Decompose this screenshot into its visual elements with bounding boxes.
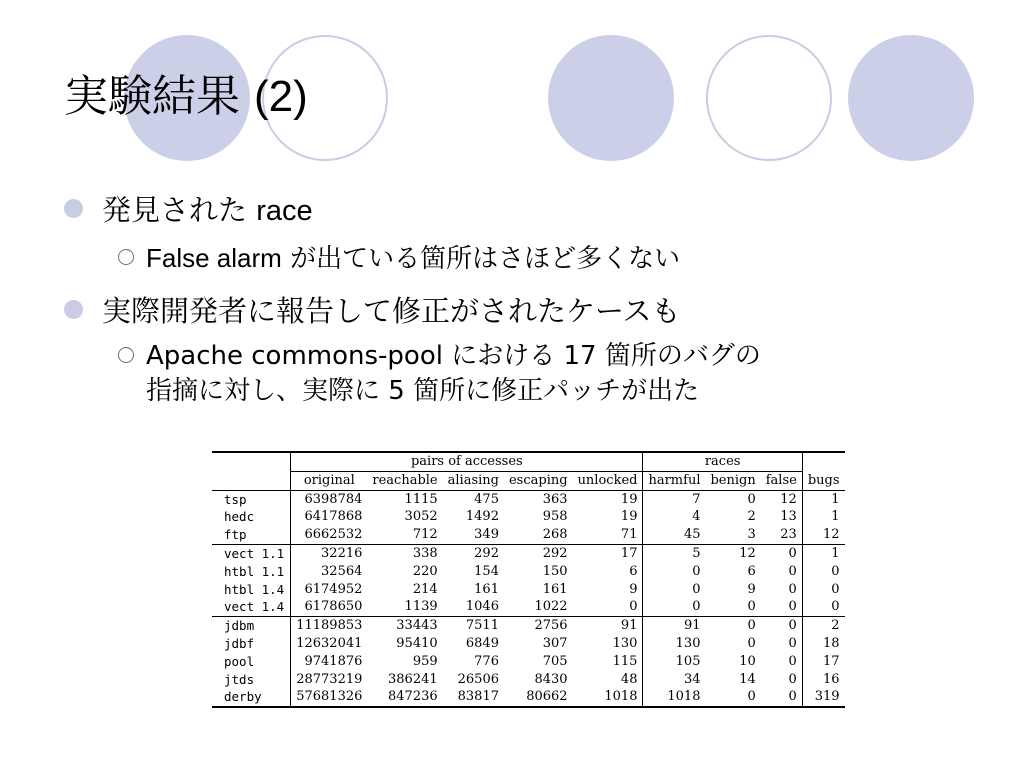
table-cell: 1018 <box>643 688 706 707</box>
table-cell: 1022 <box>534 599 568 615</box>
table-cell: 363 <box>504 490 573 508</box>
table-cell: 1 <box>831 509 840 525</box>
table-cell: 4 <box>692 509 701 525</box>
benchmark-name: ftp <box>212 526 291 544</box>
table-cell: 3 <box>747 527 756 543</box>
table-cell: 0 <box>831 599 840 615</box>
table-cell: 292 <box>504 544 573 562</box>
table-row <box>212 508 845 526</box>
table-cell: 0 <box>692 599 701 615</box>
table-row <box>212 581 845 599</box>
table-row <box>212 635 845 653</box>
results-table <box>212 451 845 708</box>
table-cell: 214 <box>412 581 438 597</box>
table-cell: 6174952 <box>304 581 363 597</box>
table-cell: 5 <box>643 544 706 562</box>
table-cell: 319 <box>802 688 844 707</box>
table-cell: 6417868 <box>304 509 363 525</box>
benchmark-name: jdbf <box>212 635 291 653</box>
benchmark-name: htbl 1.1 <box>212 563 291 581</box>
column-header-escaping: escaping <box>508 472 568 488</box>
table-cell: 28773219 <box>296 671 363 687</box>
table-cell: 23 <box>761 526 803 544</box>
table-cell: 83817 <box>443 688 504 707</box>
table-cell: 712 <box>412 527 438 543</box>
table-cell: 6 <box>573 563 643 581</box>
bullet-text: 実際開発者に報告して修正がされたケースも <box>102 294 681 328</box>
table-cell: 9741876 <box>304 653 363 669</box>
table-cell: 17 <box>822 653 840 669</box>
corner-cell <box>212 452 291 490</box>
table-cell: 6662532 <box>304 527 363 543</box>
table-cell: 17 <box>573 544 643 562</box>
table-row <box>212 563 845 581</box>
table-cell: 0 <box>692 581 701 597</box>
table-cell: 10 <box>739 653 756 669</box>
table-cell: 6178650 <box>304 599 363 615</box>
table-cell: 57681326 <box>291 688 368 707</box>
header-pairs-of-accesses: pairs of accesses <box>291 452 643 471</box>
table-row <box>212 526 845 544</box>
table-cell: 12 <box>822 527 840 543</box>
table-cell: 1 <box>802 490 844 508</box>
benchmark-name: vect 1.1 <box>212 544 291 562</box>
table-cell: 34 <box>683 671 701 687</box>
table-cell: 1046 <box>465 599 499 615</box>
column-header-original: original <box>303 472 355 488</box>
table-cell: 268 <box>542 527 568 543</box>
table-cell: 0 <box>761 617 803 635</box>
slide-title <box>64 60 308 124</box>
table-cell: 0 <box>573 598 643 616</box>
table-row <box>212 544 845 562</box>
table-cell: 91 <box>573 617 643 635</box>
benchmark-name: jdbm <box>212 617 291 635</box>
table-cell: 1139 <box>404 599 438 615</box>
benchmark-name: jtds <box>212 671 291 689</box>
table-cell: 6849 <box>465 635 499 651</box>
table-cell: 307 <box>542 635 568 651</box>
column-header-benign: benign <box>710 472 756 488</box>
subbullet-ring-icon <box>118 347 134 363</box>
table-cell: 8430 <box>534 671 568 687</box>
decor-circle-3 <box>548 35 674 161</box>
table-cell: 220 <box>412 563 438 579</box>
table-cell: 48 <box>573 671 643 689</box>
table-cell: 1 <box>802 544 844 562</box>
table-row <box>212 617 845 635</box>
benchmark-name: tsp <box>212 490 291 508</box>
table-cell: 338 <box>367 544 442 562</box>
bullet-dot-icon <box>64 300 83 319</box>
table-cell: 16 <box>822 671 840 687</box>
table-cell: 0 <box>705 688 760 707</box>
table-cell: 33443 <box>367 617 442 635</box>
table-cell: 475 <box>443 490 504 508</box>
subbullet-ring-icon <box>118 249 134 265</box>
table-cell: 12 <box>705 544 760 562</box>
table-row <box>212 598 845 616</box>
table-cell: 1018 <box>573 688 643 707</box>
table-cell: 9 <box>747 581 756 597</box>
table-cell: 7511 <box>443 617 504 635</box>
table-cell: 26506 <box>457 671 499 687</box>
table-cell: 7 <box>643 490 706 508</box>
table-cell: 2 <box>802 617 844 635</box>
table-cell: 9 <box>573 581 643 599</box>
benchmark-name: htbl 1.4 <box>212 581 291 599</box>
table-cell: 105 <box>675 653 701 669</box>
table-cell: 0 <box>761 653 803 671</box>
table-cell: 32216 <box>291 544 368 562</box>
table-row <box>212 671 845 689</box>
decor-circle-4 <box>706 35 832 161</box>
table-cell: 0 <box>705 617 760 635</box>
table-cell: 0 <box>761 671 803 689</box>
table-cell: 847236 <box>367 688 442 707</box>
bullet-dot-icon <box>64 199 83 218</box>
benchmark-name: derby <box>212 688 291 707</box>
table-cell: 13 <box>761 508 803 526</box>
table-cell: 705 <box>542 653 568 669</box>
table-cell: 14 <box>739 671 756 687</box>
table-cell: 161 <box>474 581 499 597</box>
table-cell: 0 <box>831 563 840 579</box>
table-cell: 19 <box>573 508 643 526</box>
column-header-harmful: harmful <box>648 472 701 488</box>
table-cell: 1115 <box>367 490 442 508</box>
table-cell: 154 <box>474 563 499 579</box>
bullet-text: 発見された <box>102 193 248 227</box>
table-row <box>212 653 845 671</box>
table-cell: 32564 <box>321 563 363 579</box>
table-cell: 12632041 <box>296 635 363 651</box>
table-cell: 0 <box>747 635 756 651</box>
column-header-reachable: reachable <box>372 472 438 488</box>
table-cell: 91 <box>643 617 706 635</box>
table-cell: 0 <box>761 581 803 599</box>
column-header-unlocked: unlocked <box>573 471 643 490</box>
benchmark-name: vect 1.4 <box>212 598 291 616</box>
table-cell: 11189853 <box>291 617 368 635</box>
subbullet-line-2: 指摘に対し、実際に 5 箇所に修正パッチが出た <box>146 376 700 406</box>
benchmark-name: pool <box>212 653 291 671</box>
table-cell: 12 <box>761 490 803 508</box>
table-cell: 0 <box>761 544 803 562</box>
table-cell: 0 <box>692 563 701 579</box>
table-cell: 130 <box>573 635 643 653</box>
table-cell: 1492 <box>465 509 499 525</box>
table-cell: 161 <box>542 581 568 597</box>
subbullet-text-en: False alarm <box>146 243 282 273</box>
bullet-text-en: race <box>256 195 313 227</box>
table-cell: 95410 <box>396 635 438 651</box>
table-cell: 0 <box>761 688 803 707</box>
decor-circle-5 <box>848 35 974 161</box>
table-cell: 0 <box>761 635 803 653</box>
header-bugs: bugs <box>802 452 844 490</box>
benchmark-name: hedc <box>212 508 291 526</box>
table-cell: 0 <box>831 581 840 597</box>
table-cell: 0 <box>747 599 756 615</box>
table-cell: 2 <box>747 509 756 525</box>
table-cell: 6398784 <box>291 490 368 508</box>
table-cell: 150 <box>542 563 568 579</box>
table-cell: 3052 <box>404 509 438 525</box>
table-cell: 2756 <box>504 617 573 635</box>
table-cell: 6 <box>747 563 756 579</box>
table-cell: 80662 <box>504 688 573 707</box>
table-cell: 45 <box>683 527 701 543</box>
table-cell: 115 <box>573 653 643 671</box>
table-cell: 776 <box>474 653 499 669</box>
table-cell: 71 <box>573 526 643 544</box>
table-cell: 0 <box>761 598 803 616</box>
table-cell: 18 <box>822 635 840 651</box>
table-cell: 386241 <box>388 671 438 687</box>
subbullet-text: が出ている箇所はさほど多くない <box>290 244 681 274</box>
title-text: 実験結果 <box>64 71 240 122</box>
table-cell: 292 <box>443 544 504 562</box>
table-cell: 0 <box>705 490 760 508</box>
table-cell: 349 <box>474 527 499 543</box>
column-header-false: false <box>761 471 803 490</box>
column-header-aliasing: aliasing <box>447 472 499 488</box>
table-cell: 959 <box>412 653 438 669</box>
table-cell: 130 <box>675 635 701 651</box>
table-cell: 19 <box>573 490 643 508</box>
table-row <box>212 490 845 508</box>
subbullet-line-1: Apache commons-pool における 17 箇所のバグの <box>146 341 761 371</box>
table-row <box>212 688 845 707</box>
title-number: (2) <box>254 72 308 121</box>
table-cell: 0 <box>761 563 803 581</box>
table-cell: 958 <box>542 509 568 525</box>
header-races: races <box>643 452 802 471</box>
